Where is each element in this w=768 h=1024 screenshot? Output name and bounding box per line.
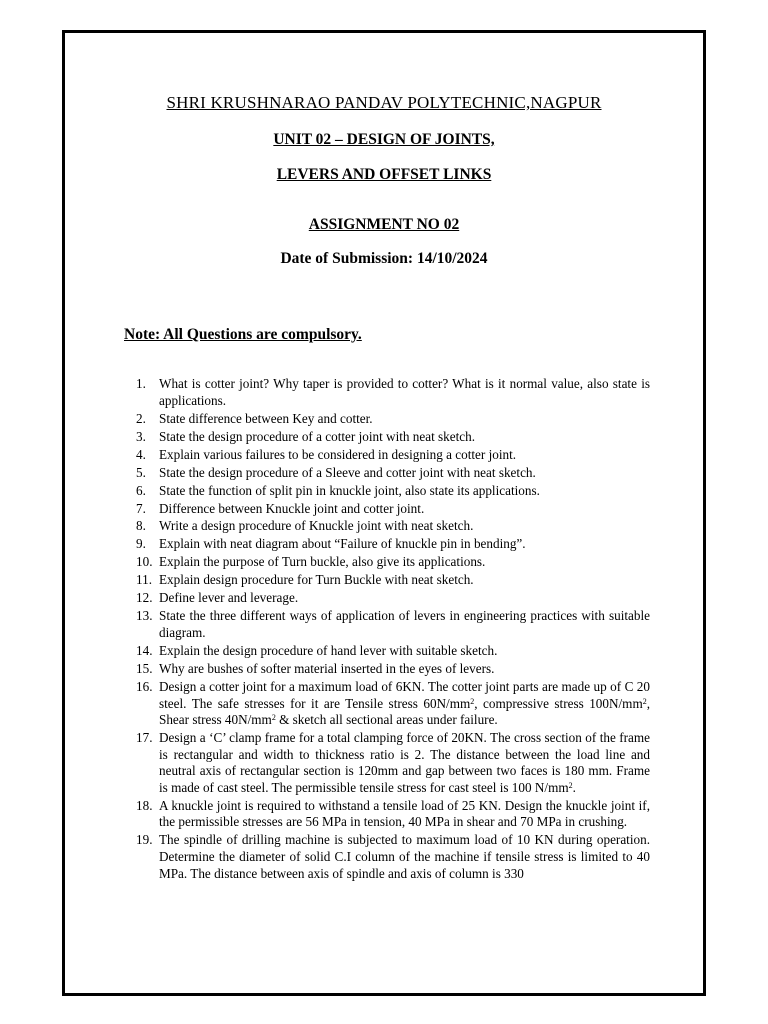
question-number: 13. (136, 608, 153, 624)
question-text-part: & sketch all sectional areas under failure. (275, 712, 498, 728)
question-text: Explain the purpose of Turn buckle, also give its applications. (159, 554, 486, 570)
assignment-number: ASSIGNMENT NO 02 (308, 216, 460, 233)
question-number: 15. (136, 660, 153, 676)
question-number: 2. (136, 410, 146, 426)
question-number: 9. (136, 536, 146, 552)
unit-title-line-2: LEVERS AND OFFSET LINKS (276, 166, 492, 183)
question-text-part: . (572, 779, 576, 795)
question-item (136, 411, 650, 428)
submission-date: Date of Submission: 14/10/2024 (280, 250, 488, 267)
question-item (136, 730, 650, 796)
question-item (136, 643, 650, 660)
question-text: State difference between Key and cotter. (159, 410, 373, 426)
question-text-part: Design a cotter joint for a maximum load of 6KN. The cotter joint parts are made up of C 20 steel. The safe stresses for it are Tensile stress 60N/mm (159, 678, 650, 711)
question-text: State the design procedure of a Sleeve and cotter joint with neat sketch. (159, 464, 536, 480)
question-number: 6. (136, 482, 146, 498)
question-number: 16. (136, 678, 153, 694)
question-item (136, 465, 650, 482)
question-number: 14. (136, 642, 153, 658)
superscript: 2 (568, 780, 573, 790)
question-text: State the function of split pin in knuckle joint, also state its applications. (159, 482, 540, 498)
question-number: 11. (136, 572, 152, 588)
question-text-part: , Shear stress 40N/mm (159, 695, 650, 728)
question-number: 10. (136, 554, 153, 570)
question-text: Write a design procedure of Knuckle joint with neat sketch. (159, 518, 474, 534)
question-text: Define lever and leverage. (159, 590, 299, 606)
question-item (136, 679, 650, 729)
unit-title-line-1: UNIT 02 – DESIGN OF JOINTS, (273, 131, 495, 148)
question-item (136, 661, 650, 678)
question-item (136, 832, 650, 882)
question-number: 5. (136, 464, 146, 480)
question-number: 17. (136, 730, 153, 746)
question-text: State the three different ways of application of levers in engineering practices with suitable diagram. (159, 608, 650, 640)
question-number: 18. (136, 797, 153, 813)
question-text: Explain with neat diagram about “Failure of knuckle pin in bending”. (159, 536, 526, 552)
note-heading: Note: All Questions are compulsory. (124, 326, 362, 343)
question-item (136, 590, 650, 607)
question-text: Explain the design procedure of hand lever with suitable sketch. (159, 642, 498, 658)
question-item (136, 798, 650, 831)
question-item (136, 572, 650, 589)
question-item (136, 501, 650, 518)
question-item (136, 429, 650, 446)
question-text: Why are bushes of softer material inserted in the eyes of levers. (159, 660, 495, 676)
question-item (136, 554, 650, 571)
question-number: 4. (136, 446, 146, 462)
question-text: Difference between Knuckle joint and cotter joint. (159, 500, 425, 516)
question-number: 8. (136, 518, 146, 534)
question-text: State the design procedure of a cotter joint with neat sketch. (159, 428, 476, 444)
question-text: Explain various failures to be considered in designing a cotter joint. (159, 446, 517, 462)
question-text: A knuckle joint is required to withstand a tensile load of 25 KN. Design the knuckle joint if, the permissible stresses are 56 MPa in tension, 40 MPa in shear and 70 MPa in crushing. (159, 797, 650, 830)
question-text-part: Design a ‘C’ clamp frame for a total clamping force of 20KN. The cross section of the frame is rectangular and width to thickness ratio is 2. The distance between the load line and neutral axis of rectangular section is 120mm and gap between two faces is 180 mm. Frame is made of cast steel. The permissible tensile stress for cast steel is 100 N/mm (159, 730, 650, 795)
question-item (136, 518, 650, 535)
question-text: What is cotter joint? Why taper is provided to cotter? What is it normal value, also state is applications. (159, 376, 650, 408)
question-item (136, 608, 650, 641)
institution-title: SHRI KRUSHNARAO PANDAV POLYTECHNIC,NAGPUR (166, 93, 602, 112)
question-item (136, 536, 650, 553)
question-list (136, 376, 650, 884)
question-number: 3. (136, 428, 146, 444)
question-item (136, 483, 650, 500)
question-text: The spindle of drilling machine is subjected to maximum load of 10 KN during operation. Determine the diameter of solid C.I column of the machine if tensile stress is limited to 40 MPa. The distance between axis of spindle and axis of column is 330 (159, 832, 650, 881)
question-number: 7. (136, 500, 146, 516)
question-text: Explain design procedure for Turn Buckle with neat sketch. (159, 572, 474, 588)
question-item (136, 376, 650, 409)
superscript: 2 (470, 696, 475, 706)
question-text-part: , compressive stress 100N/mm (474, 695, 643, 711)
question-number: 19. (136, 832, 153, 848)
question-item (136, 447, 650, 464)
question-number: 1. (136, 376, 146, 391)
question-number: 12. (136, 590, 153, 606)
superscript: 2 (271, 713, 276, 723)
superscript: 2 (642, 696, 647, 706)
